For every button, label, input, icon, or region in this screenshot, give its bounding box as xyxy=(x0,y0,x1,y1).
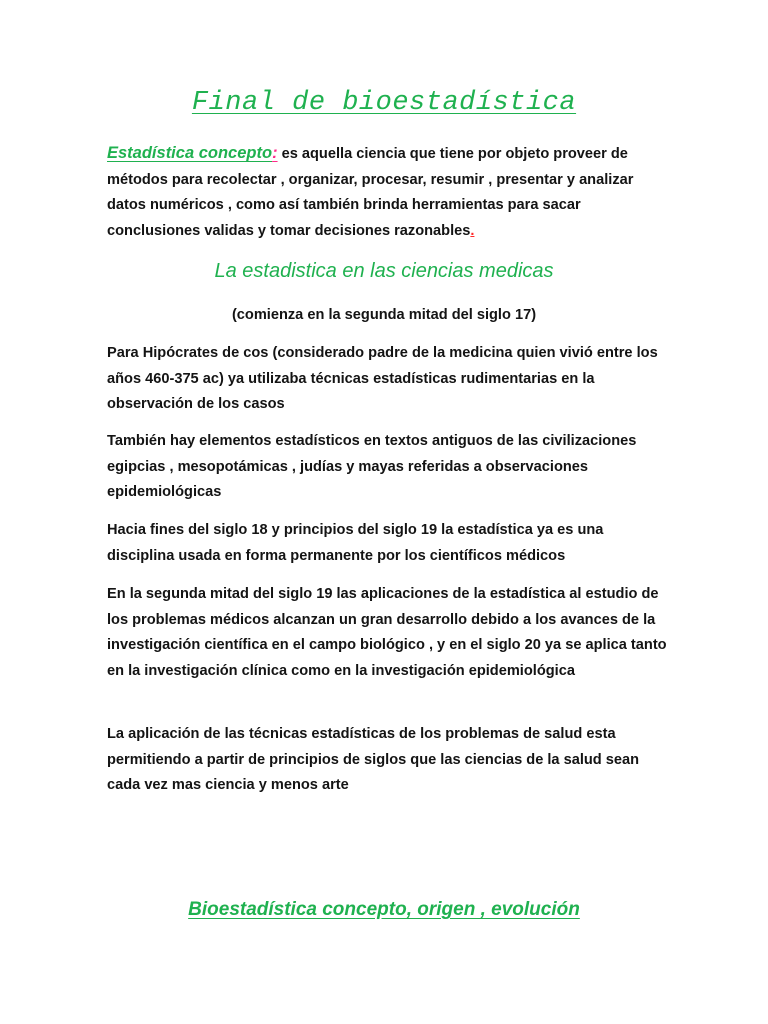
paragraph-siglo-18-19: Hacia fines del siglo 18 y principios del siglo 19 la estadística ya es una disciplina usada en forma permanente por los científicos médicos xyxy=(107,522,604,564)
concept-label: Estadística concepto xyxy=(107,144,273,162)
concept-paragraph xyxy=(107,141,667,244)
paragraph-civilizaciones: También hay elementos estadísticos en textos antiguos de las civilizaciones egipcias , mesopotámicas , judías y mayas referidas a observaciones epidemiológicas xyxy=(107,433,637,501)
concept-colon: : xyxy=(272,144,278,162)
document-title: Final de bioestadística xyxy=(191,88,577,118)
paragraph-hipocrates: Para Hipócrates de cos (considerado padre de la medicina quien vivió entre los años 460-375 ac) ya utilizaba técnicas estadísticas rudimentarias en la observación de los casos xyxy=(107,345,658,413)
concept-text: es aquella ciencia que tiene por objeto proveer de métodos para recolectar , organizar, procesar, resumir , presentar y analizar datos numéricos , como así también brinda herramientas para sacar conclusiones validas y tomar decisiones razonables xyxy=(107,146,634,239)
concept-trailing-mark: . xyxy=(470,222,475,239)
paragraph-aplicacion: La aplicación de las técnicas estadísticas de los problemas de salud esta permitiendo a partir de principios de siglos que las ciencias de la salud sean cada vez mas ciencia y menos arte xyxy=(107,726,640,794)
section-heading-ciencias-medicas: La estadistica en las ciencias medicas xyxy=(214,260,554,282)
section-subheading: (comienza en la segunda mitad del siglo 17) xyxy=(231,307,537,323)
section-heading-bioestadistica: Bioestadística concepto, origen , evolución xyxy=(188,899,580,920)
paragraph-siglo-19-20: En la segunda mitad del siglo 19 las aplicaciones de la estadística al estudio de los problemas médicos alcanzan un gran desarrollo debido a los avances de la investigación científica en el campo biológico , y en el siglo 20 ya se aplica tanto en la investigación clínica como en la investigación epidemiológica xyxy=(107,586,667,679)
